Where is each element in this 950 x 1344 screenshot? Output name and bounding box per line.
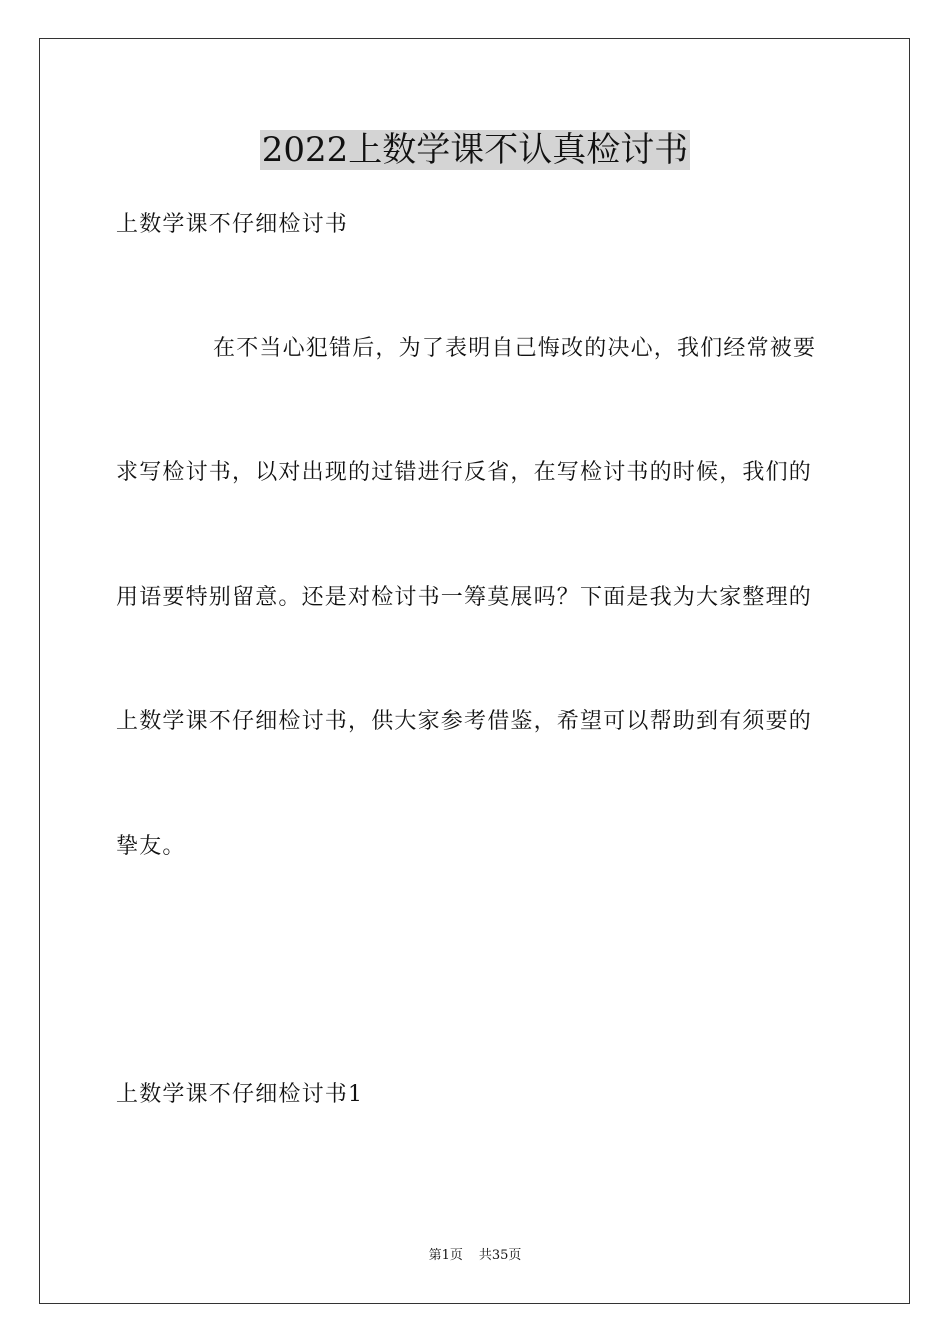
page-number: 第1页 — [428, 1248, 463, 1263]
document-subtitle: 上数学课不仔细检讨书 — [116, 212, 349, 237]
paragraph-line-4: 上数学课不仔细检讨书，供大家参考借鉴，希望可以帮助到有须要的 — [116, 709, 813, 734]
section-heading: 上数学课不仔细检讨书1 — [116, 1082, 364, 1107]
paragraph-line-2: 求写检讨书，以对出现的过错进行反省，在写检讨书的时候，我们的 — [116, 460, 813, 485]
title-text: 2022上数学课不认真检讨书 — [261, 130, 689, 170]
page-footer — [0, 1247, 950, 1265]
page-total: 共35页 — [478, 1248, 522, 1263]
paragraph-line-1: 在不当心犯错后，为了表明自己悔改的决心，我们经常被要 — [213, 336, 817, 361]
paragraph-line-3: 用语要特别留意。还是对检讨书一筹莫展吗？下面是我为大家整理的 — [116, 585, 813, 610]
paragraph-line-5: 挚友。 — [116, 834, 186, 859]
document-title — [0, 128, 950, 172]
